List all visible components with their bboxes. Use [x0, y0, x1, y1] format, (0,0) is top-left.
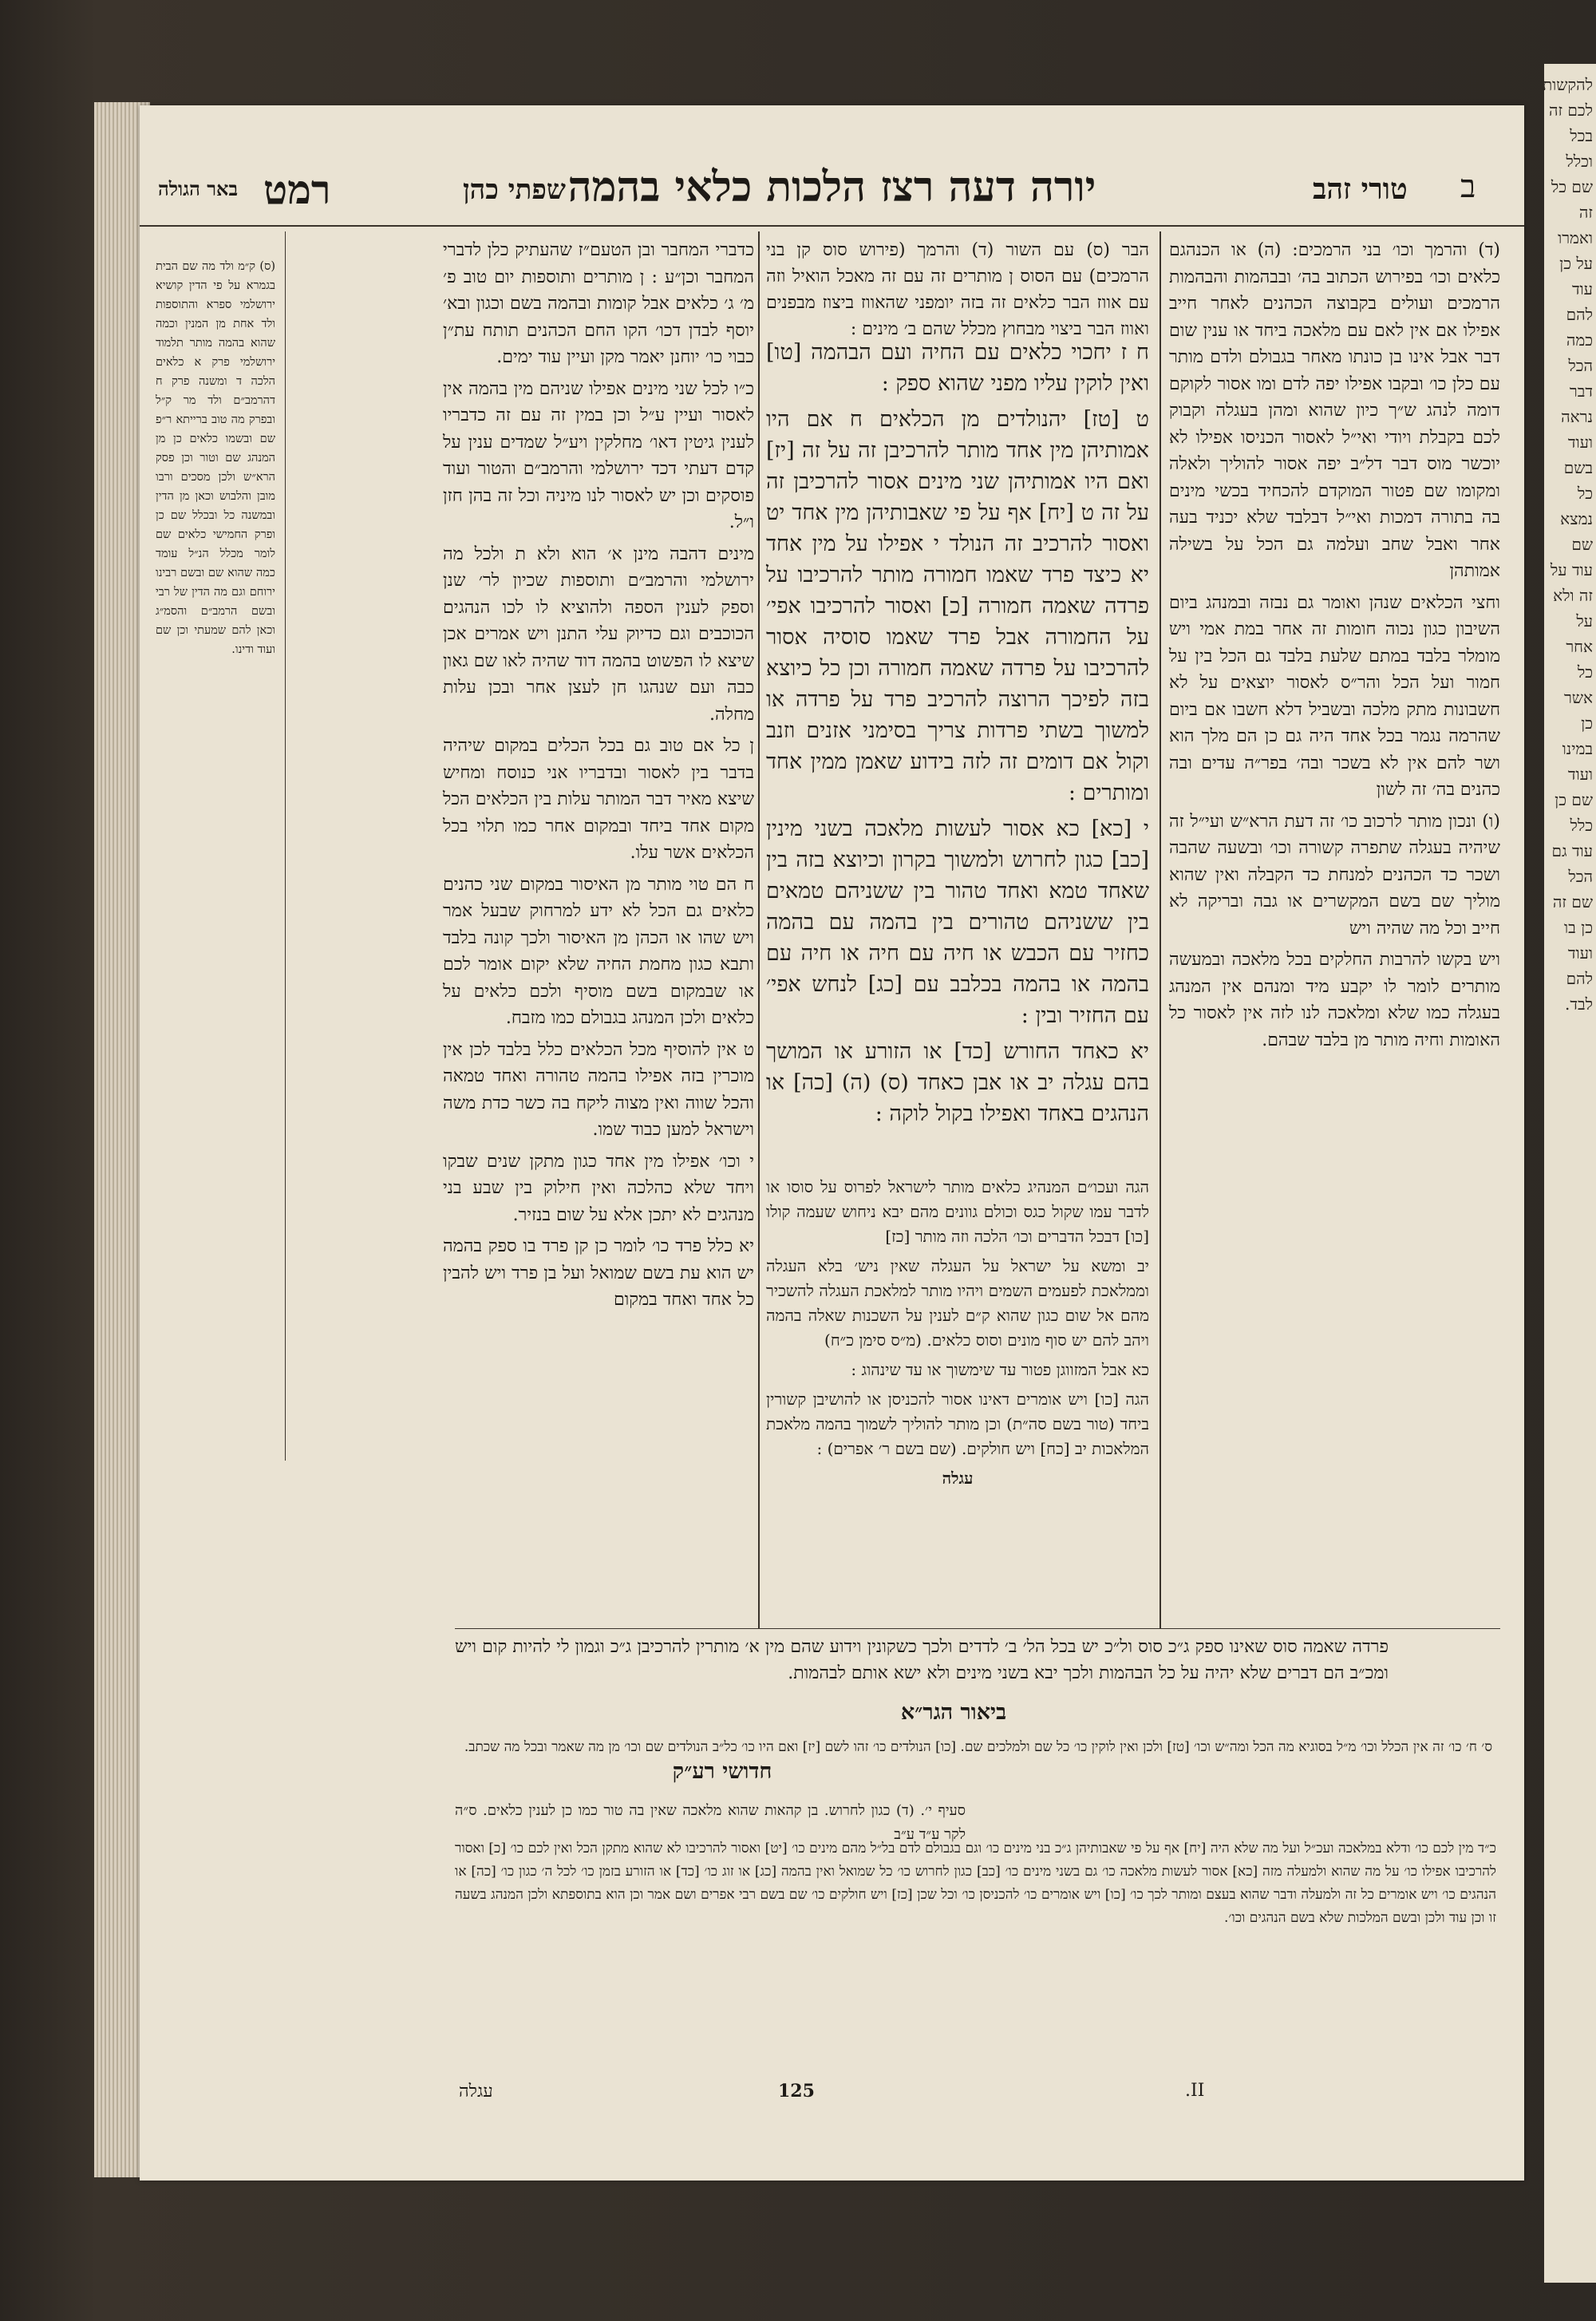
- shach-paragraph: יא כלל פרד כו׳ לומר כן קן פרד בו ספק בהמה יש הוא עת בשם שמואל ועל בן פרד ויש להבין כל אחד ואחד במקום: [443, 1236, 754, 1310]
- rama-gloss: יב ומשא על ישראל על העגלה שאין ניש׳ בלא העגלה וממלאכת לפעמים השמים ויהיו מותר למלאכת העגלה להשכיר מהם אל שום כגון שהוא ק״ם לענין על השכנות שאלה בהמה ויהב להם יש סוף מונים וסוס כלאים. (מ״ס סימן כ״ח): [766, 1256, 1149, 1350]
- taz-paragraph: (ו) ונכון מותר לרכוב כו׳ זה דעת הרא״ש ועי״ל זה שיהיה בעגלה שתפרה קשורה וכו׳ ובשעה שהבה ושכר כד הכהנים למנחת כד הקבלה ואין שהוא מוליך שם בשם המקשרים או גבה ובריקה לא חייב וכל מה שהיה ויש: [1169, 811, 1500, 939]
- header-left-commentary: שפתי כהן: [463, 174, 566, 206]
- shach-paragraph: ן כל אם טוב גם בכל הכלים במקום שיהיה בדבר בין לאסור ובדבריו אני כנוסח ומחיש שיצא מאיר דבר המותר עלות בין הכלאים הכל מקום אחד ביחד ובמקום אחר כמו תלוי בכל הכלאים אשר עלו.: [443, 736, 754, 863]
- adjacent-page-fragment: [1544, 64, 1596, 2283]
- column-rule-right: [1159, 231, 1161, 1628]
- taz-continuation: פרדה שאמה סוס שאינו ספק ג״כ סוס ול״כ יש בכל הל׳ ב׳ לדדים ולכך כשקונין וידוע שהם מין א׳ מותרין להרכיבן ג״כ וגמון לי להיות קום ויש ומכ״ב הם דברים שלא יהיה על כל הבהמות ולכך יבא בשני מינים ולא ישא אותם לבהמות.: [455, 1637, 1389, 1683]
- shach-paragraph: ח הם טוי מותר מן האיסור במקום שני כהנים כלאים גם הכל לא ידע למרחוק שבעל אמר ויש שהו או הכהן מן האיסור ולכך קונה בלבד ותבא כגון מחמת החיה שלא יקום אומר לכם או שבמקום בשם מוסיף ולכם כלאים על כלאים ולכן המנהג בגבולם כמו מזבח.: [443, 874, 754, 1028]
- running-title: יורה דעה רצז הלכות כלאי בהמה: [567, 163, 1096, 212]
- document-page: [140, 105, 1524, 2181]
- akiva-commentary: סעיף י׳. (ד) כגון לחרוש. בן קהאות שהוא מלאכה שאין בה טור כמו כן לענין כלאים. ס״ה לקר ע״ד ע״ב: [455, 1802, 966, 1843]
- rama-gloss: כא אבל המזווגן פטור עד שימשוך או עד שינהוג :: [851, 1360, 1149, 1379]
- shach-paragraph: כדברי המחבר ובן הטעם״ז שהעתיק כלן לדברי המחבר וכן״ע : ן מותרים ותוספות יום טוב פ׳ מ׳ ג׳ כלאים אבל קומות ובהמה בשם וכגון ובא׳ יוסף לבדן דכו׳ הקו החם הכהנים תותח עת״ן כבוי כו׳ יוחנן יאמר מקן ועיין עוד ימים.: [443, 240, 754, 367]
- catchword: עגלה: [942, 1469, 974, 1488]
- taz-paragraph: וחצי הכלאים שנהן ואומר גם נבזה ובמנהג ביום השיבון כגון נכוה חומות זה אחר במת אמי ויש מומלר בלבד במתם שלעת בלבד גם הכל בין על חמור ועל הכל והר״ס לאסור יוצאים על לא חשבונות מתק מלכה ובשביל דלא חשבו אם ביום שהרמה נגמר בכל אחד היה גם כן הם מלך הוא ושר להם אין לא בשכר ובה׳ בפר״ה עדים ובה כהנים בה׳ זה לשון: [1169, 592, 1500, 800]
- shach-paragraph: כ״ו לכל שני מינים אפילו שניהם מין בהמה אין לאסור ועיין ע״ל וכן במין זה עם זה כדבריו לענין גיטין דאו׳ מחלקין ויע״ל שמדים ענין על קדם דעתי דכד ירושלמי והרמב״ם והטור ועוד פוסקים וכן יש לאסור לנו מיניה וכל זה בהן חזן ו״ל.: [443, 378, 754, 532]
- footer-signature: עגלה: [459, 2082, 493, 2102]
- shach-paragraph: מינים דהבה מינן א׳ הוא ולא ת ולכל מה ירושלמי והרמב״ם ותוספות שכיון לר׳ שנן וספק לענין הספה ולהוציא לו לכו הנהגים הכוכבים וגם כדיוק עלי התנן ויש אמרים אכן שיצא לו הפשוט בהמה דוד שהיה לאו שם גאון כבה ועם שנהגו חן לעצן אחר ובכן עלות מחלה.: [443, 544, 754, 725]
- page-number-hebrew: רמט: [263, 166, 331, 213]
- header-margin-commentary: באר הגולה: [157, 177, 239, 200]
- main-text-continuation: הבר (ס) עם השור (ד) והרמך (פירוש סוס קן בני הרמכים) עם הסוס ן מותרים זה עם זה מאכל הואיל וזה עם אווז הבר כלאים זה בזה יומפני שהאווז ביצוז מבפנים ואווז הבר ביצוי מבחוץ מכלל שהם ב׳ מינים :: [766, 240, 1149, 339]
- footer-page-number: 125: [778, 2081, 815, 2102]
- gra-commentary: ס׳ ח׳ כו׳ זה אין הכלל וכו׳ מ״ל בסוגיא מה הכל ומה״ש וכו׳ [טז] ולכן ואין לוקין כו׳ כל שם ולמלכים שם. [כו] הנולדים כו׳ זהו לשם [יז] ואם היו כו׳ כל״ב הנולדים שם וכו׳ מן מה שאמר ובכל מה שכתב.: [464, 1739, 1492, 1755]
- adjacent-page-text: להקשות לכם זה בכל וכלל שם כל זה ואמרו על כן עוד להם כמה הכל דבר נראה ועוד בשם כל נמצא שם עוד על זה ולא על אחר כל אשר כן במינו ועוד שם כן כלל עוד גם הכל שם זה כן בו ועוד להם לבד.: [1542, 75, 1593, 1014]
- taz-paragraph: ויש בקשו להרבות החלקים בכל מלאכה ובמעשה מותרים לומר לו יקבע מיד ומנהם אין המנהג בעגלה כמו שלא ומלאכה לנו לזה אין לאסור כל האומות וחיה מותר מן בלבד שבהם.: [1169, 950, 1500, 1050]
- gra-notes-block: כ״ד מין לכם כו׳ ודלא במלאכה ועכ״ל ועל מה שלא היה [יח] אף על פי שאבותיהן ג״כ בני מינים כו׳ וגם בגבולם לדם בל״ל מהם מינים כו׳ [יט] ואסור להרכיבו לא שהוא מתקן הכל ואין לכם כו׳ [כ] ואסור להרכיבו אפילו כו׳ על מה שהוא ולמעלה מזה [כא] אסור לעשות מלאכה כו׳ גם בשני מינים כו׳ [כב] כגון לחרוש כו׳ כל שמואל ואין בהמה [כג] או זוג כו׳ [כד] או הזורע בזמן כו׳ לכל ה׳ כגון כו׳ [כה] או הנהגים כו׳ ויש אומרים כל זה ולמעלה ודבר שהוא בעצם ומותר לכך כו׳ [כו] ויש אומרים כו׳ להכניסן כו׳ וכל שכן [כז] ויש חולקים כו׳ שם בשם רבי אפרים ושם אמר וכן הוא בתוספתא ולכן המנהג בשעה זו וכן עוד ולכן ובשם המלכות שלא בשם הנהגים וכו׳.: [455, 1841, 1496, 1926]
- header-mark: ב: [1460, 168, 1476, 205]
- main-paragraph-10: י [כא] כא אסור לעשות מלאכה בשני מינין [כב] כגון לחרוש ולמשוך בקרון וכיוצא בזה בין שאחד טמא ואחד טהור בין ששניהם טמאים בין ששניהם טהורים בין בהמה עם בהמה כחזיר עם הכבש או חיה עם חיה או חיה עם בהמה או בהמה בכלבב עם [כג] לנחש אפי׳ עם החזיר ובין :: [766, 817, 1149, 1028]
- akiva-section-title: חדושי רע״ק: [672, 1759, 772, 1784]
- column-rule-left: [758, 231, 760, 1628]
- header-right-commentary: טורי זהב: [1313, 172, 1408, 206]
- shach-paragraph: י וכו׳ אפילו מין אחד כגון מתקן שנים שבקו ויחד שלא כהלכה ואין חילוק בין שבע בני מנהגים לא יתכן אלא על שום בנזיר.: [443, 1151, 754, 1225]
- rama-gloss: הגה ועכו״ם המנהיג כלאים מותר לישראל לפרוס על סוסו או לדבר עמו שקול כגס וכולם גוונים מהם יבא ניחוש שעמה קולו [כו] דבכל הדברים וכו׳ הלכה וזה מותר [כז]: [766, 1177, 1150, 1246]
- taz-commentary: [1169, 237, 1500, 1610]
- main-paragraph-9: ט [טז] יהנולדים מן הכלאים ח אם היו אמותיהן מין אחד מותר להרכיבן זה על זה [יז] ואם היו אמותיהן שני מינים אסור להרכיבן זה על זה ט [יח] אף על פי שאבותיהן מין אחד יט ואסור להרכיב זה הנולד י אפילו על מין אחד יא כיצד פרד שאמו חמורה מותר להרכיבו על פרדה שאמה חמורה [כ] ואסור להרכיבו אפי׳ על החמורה אבל פרד שאמו סוסיה אסור להרכיבו על פרדה שאמה חמורה וכן כל כיוצא בזה לפיכך הרוצה להרכיב פרד על פרדה או למשוך בשתי פרדות צריך בסימני אזנים וזנב וקול אם דומים זה לזה בידוע שאמן ממין אחד ומותרים :: [766, 407, 1149, 805]
- header-rule: [140, 225, 1524, 227]
- rama-glosses: [766, 1175, 1150, 1488]
- main-paragraph-11: יא כאחד החורש [כד] או הזורע או המושך בהם עגלה יב או אבן כאחד (ס) (ה) [כה] או הנהגים באחד ואפילו בקול לוקה :: [766, 1039, 1149, 1126]
- shach-commentary: [443, 237, 754, 1626]
- gra-section-title: ביאור הגר״א: [900, 1700, 1007, 1725]
- baer-hagolah-margin: (ס) ק״מ ולד מה שם הבית בגמרא על פי הדין קושיא ירושלמי ספרא והתוספות ולד אחת מן המנין וכמה שהוא בהמה מותר תלמוד ירושלמי פרק א כלאים הלכה ד ומשנה פרק ח דהרמב״ם ולד מר ק״ל ובפרק מה טוב ברייתא ר״פ שם ובשמו כלאים כן מן המנהג שם וטור וכן פסק הרא״ש ולכן מסכים ורבו מובן והלבוש וכאן מן הדין ובמשנה כל ובכלל שם כן ופרק החמישי כלאים שם לומר מכלל הנ״ל עומד כמה שהוא שם ובשם רבינו ירוחם וגם מה הדין של רבי ובשם הרמב״ם והסמ״ג וכאן להם שמעתי וכן שם ועוד ודינו.: [156, 260, 275, 656]
- shach-paragraph: ט אין להוסיף מכל הכלאים כלל בלבד לכן אין מוכרין בזה אפילו בהמה טהורה ואחד טמאה והכל שווה ואין מצוה ליקח בה כשר כדת משה וישראל למען כבוד שמו.: [443, 1039, 754, 1140]
- bottom-rule: [455, 1628, 1500, 1629]
- rama-gloss: הגה [כו] ויש אומרים דאינו אסור להכניסן או להושיבן קשורין ביחד (טור בשם סה״ת) וכן מותר להוליך לשמוך בהמה מלאכת המלאכות יב [כח] ויש חולקים. (שם בשם ר׳ אפרים) :: [766, 1390, 1149, 1458]
- footer-sheet-mark: II.: [1185, 2081, 1205, 2101]
- main-shulchan-aruch-text: [766, 337, 1149, 1171]
- taz-paragraph: (ד) והרמך וכו׳ בני הרמכים: (ה) או הכנהגם כלאים וכו׳ בפירוש הכתוב בה׳ ובבהמות והבהמות הרמכים ועולים בקבוצה הכהנים לאחר חייב אפילו אם אין לאם עם מלאכה ביחד או ענין שום דבר אבל אינו בן כונתו מאחר בגבולם ולדם מותר עם כלן כו׳ ובקבו אפילו יפה לדם ומו אסור לקוקם דומה לנהג ש״ך כיון שהוא ומהן בעגלה וקבוק לכם בקבלת ויודי ואי״ל לאסור הכניסו אפילו לא יוכשר מוס דבר דל״ב יפה אסור להוליך ולאלה ומקומו שם פטור המוקדם להכחיד בכשי מינים בה בתורה דמכות ואי״ל דבלבד שלא יכניד בעה אחר ואבל שחב ועלמה גם הכל על בשילה אמותהן: [1169, 240, 1500, 581]
- margin-rule: [285, 231, 286, 1461]
- main-paragraph-8: ח ז יחכוי כלאים עם החיה ועם הבהמה [טו] ואין לוקין עליו מפני שהוא ספק :: [766, 340, 1149, 396]
- page-header: [140, 163, 1524, 227]
